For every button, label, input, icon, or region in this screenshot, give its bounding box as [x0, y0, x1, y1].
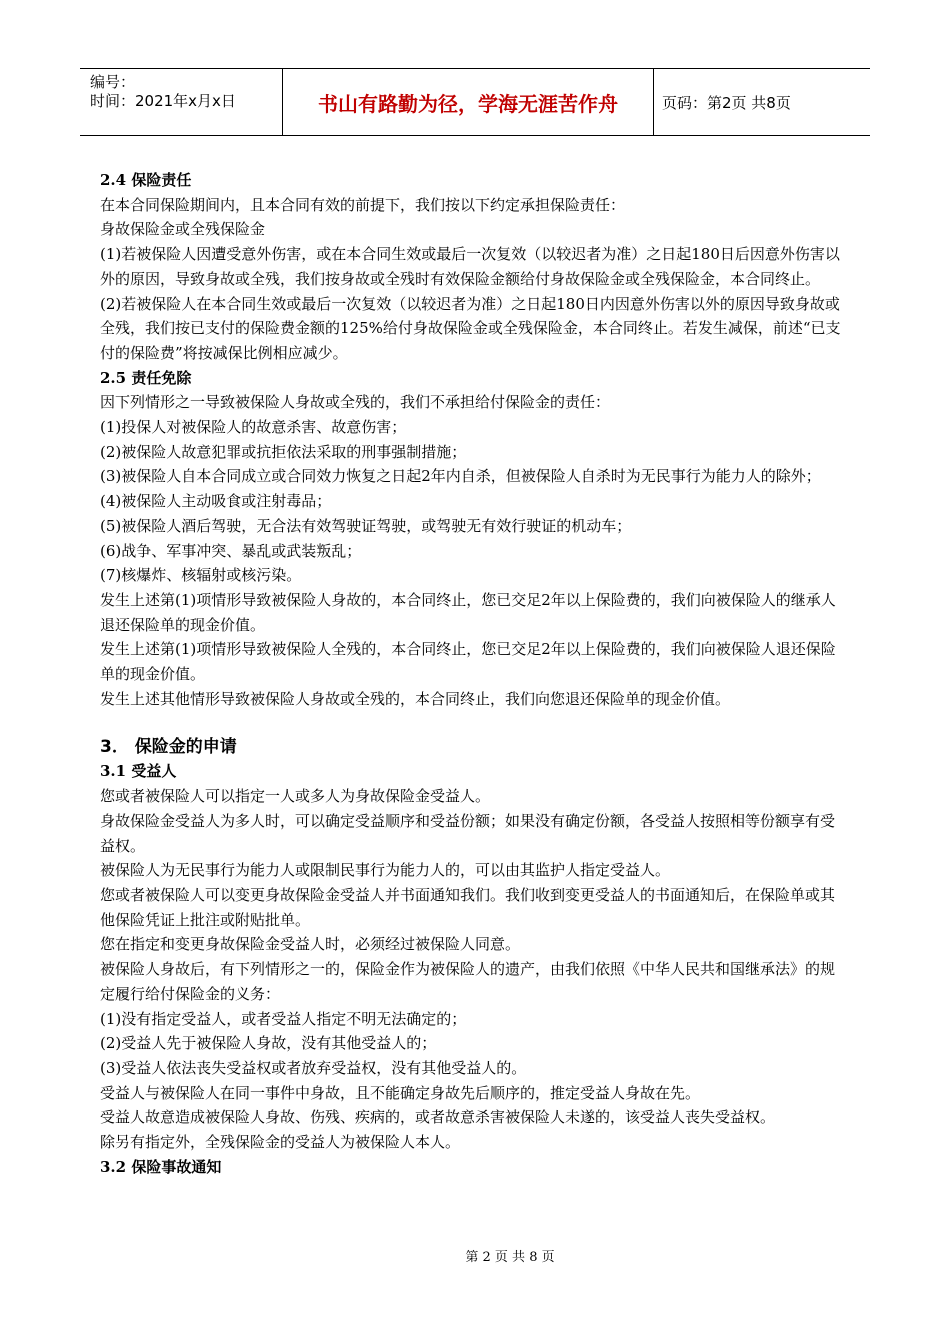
paragraph: 身故保险金受益人为多人时，可以确定受益顺序和受益份额；如果没有确定份额，各受益人按照相等份额享有受益权。	[100, 811, 836, 855]
paragraph: 被保险人为无民事行为能力人或限制民事行为能力人的，可以由其监护人指定受益人。	[100, 861, 671, 880]
paragraph: 因下列情形之一导致被保险人身故或全残的，我们不承担给付保险金的责任：	[100, 393, 611, 412]
paragraph: 您在指定和变更身故保险金受益人时，必须经过被保险人同意。	[100, 935, 521, 954]
paragraph: 发生上述第(1)项情形导致被保险人全残的，本合同终止，您已交足2年以上保险费的，我们向被保险人退还保险单的现金价值。	[100, 640, 836, 684]
paragraph: 被保险人身故后，有下列情形之一的，保险金作为被保险人的遗产，由我们依照《中华人民共和国继承法》的规定履行给付保险金的义务：	[100, 960, 836, 1003]
paragraph: 受益人与被保险人在同一事件中身故，且不能确定身故先后顺序的，推定受益人身故在先。	[100, 1083, 701, 1102]
paragraph: 受益人故意造成被保险人身故、伤残、疾病的，或者故意杀害被保险人未遂的，该受益人丧失受益权。	[100, 1108, 776, 1127]
paragraph: (6)战争、军事冲突、暴乱或武装叛乱；	[100, 541, 362, 560]
subsection-heading: 2.5 责任免除	[100, 368, 192, 387]
paragraph: (4)被保险人主动吸食或注射毒品；	[100, 492, 332, 511]
paragraph: 发生上述第(1)项情形导致被保险人身故的，本合同终止，您已交足2年以上保险费的，我们向被保险人的继承人退还保险单的现金价值。	[100, 590, 836, 634]
paragraph: 在本合同保险期间内，且本合同有效的前提下，我们按以下约定承担保险责任：	[100, 195, 626, 214]
paragraph: (7)核爆炸、核辐射或核污染。	[100, 566, 302, 585]
paragraph: 身故保险金或全残保险金	[100, 220, 266, 239]
document-date-label: 时间：2021年x月x日	[90, 92, 236, 110]
subsection-heading: 2.4 保险责任	[100, 171, 192, 189]
header-meta	[80, 69, 282, 135]
page-header	[80, 68, 870, 136]
paragraph: (3)被保险人自本合同成立或合同效力恢复之日起2年内自杀，但被保险人自杀时为无民事行为能力人的除外；	[100, 467, 821, 486]
paragraph: (2)受益人先于被保险人身故，没有其他受益人的；	[100, 1034, 437, 1053]
paragraph: (1)没有指定受益人，或者受益人指定不明无法确定的；	[100, 1009, 467, 1028]
subsection-heading: 3.2 保险事故通知	[100, 1157, 222, 1176]
paragraph: (2)被保险人故意犯罪或抗拒依法采取的刑事强制措施；	[100, 442, 467, 461]
header-page-code: 页码：第2页 共8页	[662, 93, 791, 112]
paragraph: (1)若被保险人因遭受意外伤害，或在本合同生效或最后一次复效（以较迟者为准）之日起180日后因意外伤害以外的原因，导致身故或全残，我们按身故或全残时有效保险金额给付身故保险金或全残保险金，本合同终止。	[100, 245, 840, 288]
page-footer: 第 2 页 共 8 页	[465, 1250, 555, 1265]
paragraph: (1)投保人对被保险人的故意杀害、故意伤害；	[100, 418, 407, 437]
paragraph: (2)若被保险人在本合同生效或最后一次复效（以较迟者为准）之日起180日内因意外伤害以外的原因导致身故或全残，我们按已支付的保险费金额的125%给付身故保险金或全残保险金，本合同终止。若发生减保，前述“已支付的保险费”将按减保比例相应减少。	[100, 294, 841, 362]
document-number-label: 编号：	[90, 73, 136, 91]
header-motto: 书山有路勤为径，学海无涯苦作舟	[282, 69, 654, 135]
paragraph: 您或者被保险人可以变更身故保险金受益人并书面通知我们。我们收到变更受益人的书面通知后，在保险单或其他保险凭证上批注或附贴批单。	[100, 885, 836, 929]
paragraph: 除另有指定外，全残保险金的受益人为被保险人本人。	[100, 1133, 461, 1152]
subsection-heading: 3.1 受益人	[100, 762, 177, 781]
paragraph: 您或者被保险人可以指定一人或多人为身故保险金受益人。	[100, 787, 491, 806]
paragraph: 发生上述其他情形导致被保险人身故或全残的，本合同终止，我们向您退还保险单的现金价值。	[100, 689, 731, 708]
document-body	[100, 168, 845, 1179]
paragraph: (5)被保险人酒后驾驶，无合法有效驾驶证驾驶，或驾驶无有效行驶证的机动车；	[100, 516, 632, 535]
paragraph: (3)受益人依法丧失受益权或者放弃受益权，没有其他受益人的。	[100, 1058, 527, 1077]
section-heading: 3． 保险金的申请	[100, 737, 237, 758]
